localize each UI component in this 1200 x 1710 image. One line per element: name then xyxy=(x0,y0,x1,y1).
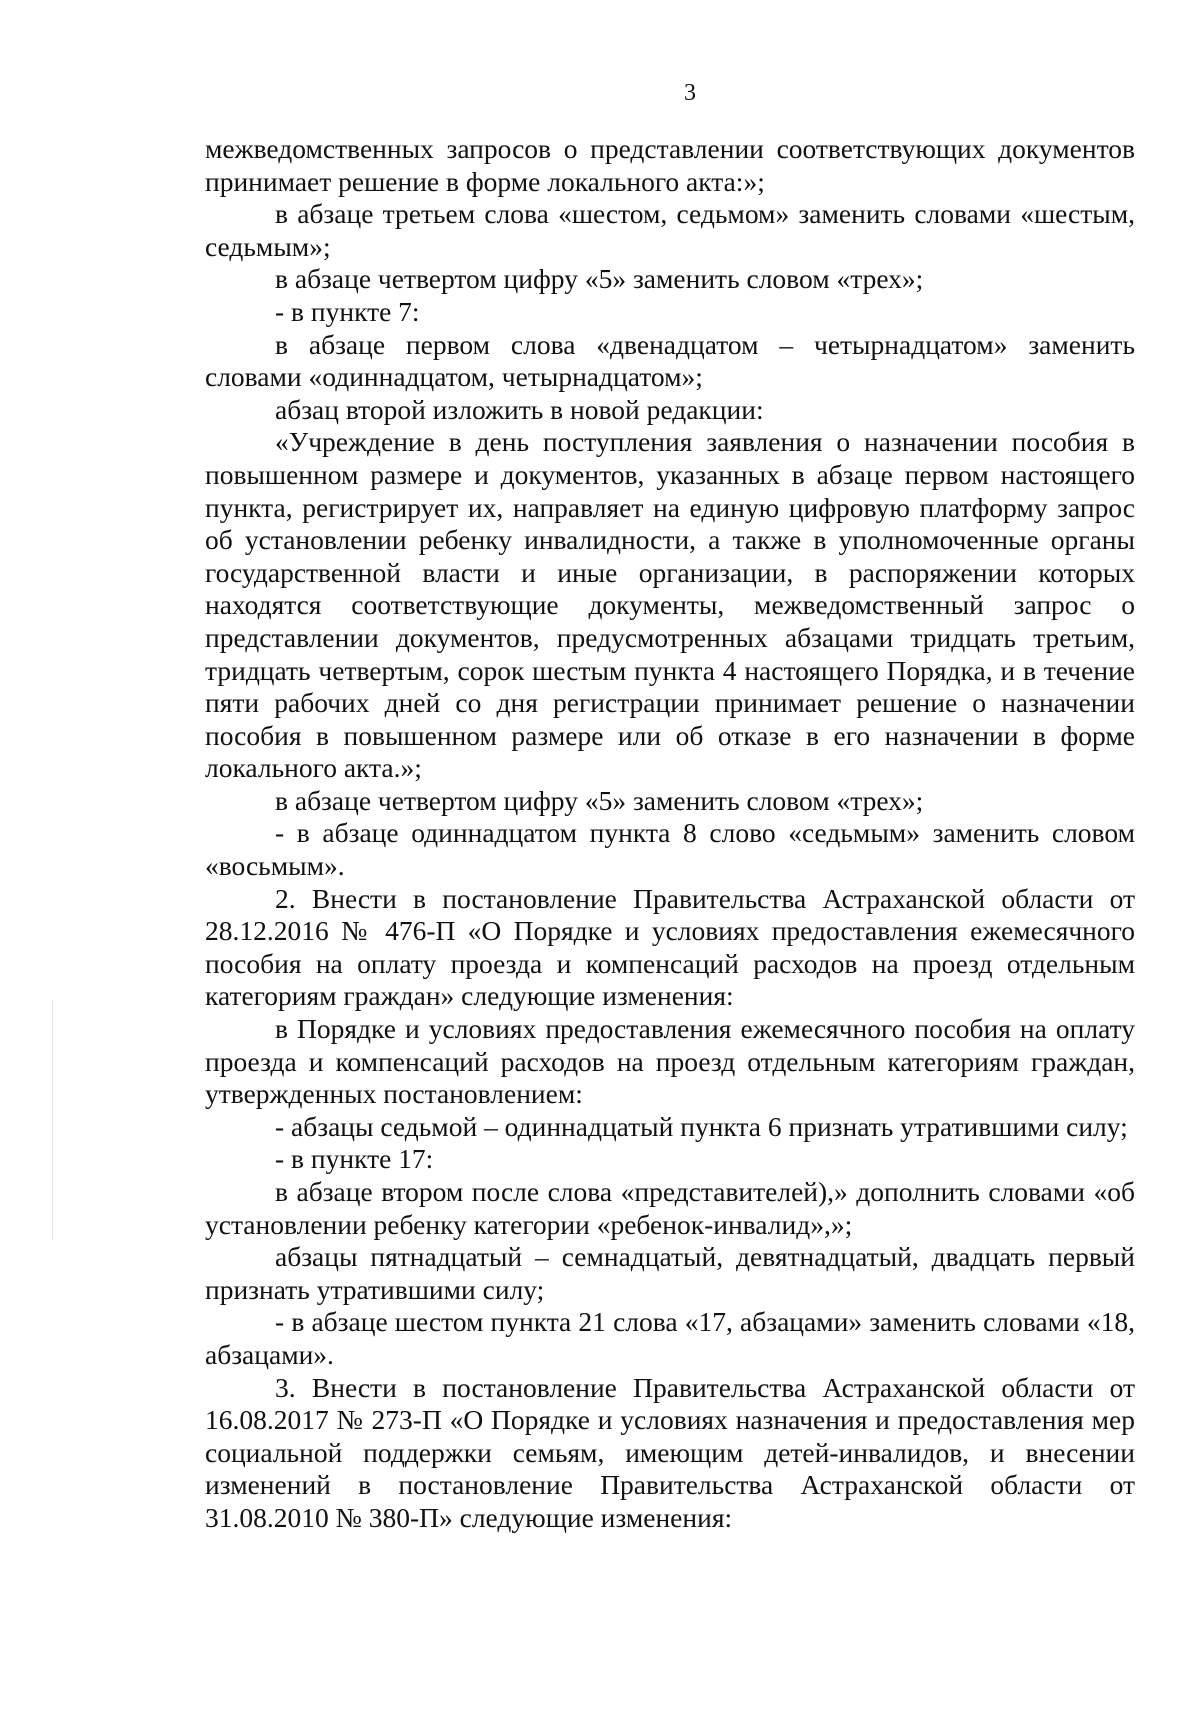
paragraph-9: - в абзаце одиннадцатом пункта 8 слово «седьмым» заменить словом «восьмым». xyxy=(205,817,1135,882)
paragraph-3: в абзаце четвертом цифру «5» заменить словом «трех»; xyxy=(275,263,924,295)
paragraph-5: в абзаце первом слова «двенадцатом – четырнадцатом» заменить словами «одиннадцатом, четырнадцатом»; xyxy=(205,328,1135,393)
paragraph-2: в абзаце третьем слова «шестом, седьмом» заменить словами «шестым, седьмым»; xyxy=(205,198,1135,262)
paragraph-17: 3. Внести в постановление Правительства Астраханской области от 16.08.2017 № 273-П «О Порядке и условиях назначения и предоставления мер социальной поддержки семьям, имеющим детей-инвалидов, и внесении изменений в постановление Правительства Астраханской области от 31.08.2010 № 380-П» следующие изменения: xyxy=(205,1371,1135,1533)
document-body xyxy=(205,133,1135,1535)
page-number: 3 xyxy=(684,80,696,106)
paragraph-4: - в пункте 7: xyxy=(275,295,420,327)
paragraph-10: 2. Внести в постановление Правительства Астраханской области от 28.12.2016 № 476-П «О Порядке и условиях предоставления ежемесячного пособия на оплату проезда и компенсаций расходов на проезд отдельным категориям граждан» следующие изменения: xyxy=(205,882,1135,1012)
paragraph-7: «Учреждение в день поступления заявления о назначении пособия в повышенном размере и документов, указанных в абзаце первом настоящего пункта, регистрирует их, направляет на единую цифровую платформу запрос об установлении ребенку инвалидности, а также в уполномоченные органы государственной власти и иные организации, в распоряжении которых находятся соответствующие документы, межведомственный запрос о представлении документов, предусмотренных абзацами тридцать третьим, тридцать четвертым, сорок шестым пункта 4 настоящего Порядка, и в течение пяти рабочих дней со дня регистрации принимает решение о назначении пособия в повышенном размере или об отказе в его назначении в форме локального акта.»; xyxy=(205,426,1135,784)
paragraph-14: в абзаце втором после слова «представителей),» дополнить словами «об установлении ребенку категории «ребенок-инвалид»,»; xyxy=(205,1176,1135,1240)
paragraph-11: в Порядке и условиях предоставления ежемесячного пособия на оплату проезда и компенсаций расходов на проезд отдельным категориям граждан, утвержденных постановлением: xyxy=(205,1013,1135,1110)
paragraph-8: в абзаце четвертом цифру «5» заменить словом «трех»; xyxy=(275,784,924,816)
paragraph-16: - в абзаце шестом пункта 21 слова «17, абзацами» заменить словами «18, абзацами». xyxy=(205,1306,1135,1370)
paragraph-6: абзац второй изложить в новой редакции: xyxy=(275,393,764,425)
scan-artifact-line xyxy=(52,1000,53,1240)
paragraph-13: - в пункте 17: xyxy=(275,1143,434,1175)
paragraph-15: абзацы пятнадцатый – семнадцатый, девятнадцатый, двадцать первый признать утратившими силу; xyxy=(205,1241,1135,1305)
paragraph-12: - абзацы седьмой – одиннадцатый пункта 6 признать утратившими силу; xyxy=(275,1110,1128,1142)
paragraph-1: межведомственных запросов о представлении соответствующих документов принимает решение в форме локального акта:»; xyxy=(205,133,1135,197)
